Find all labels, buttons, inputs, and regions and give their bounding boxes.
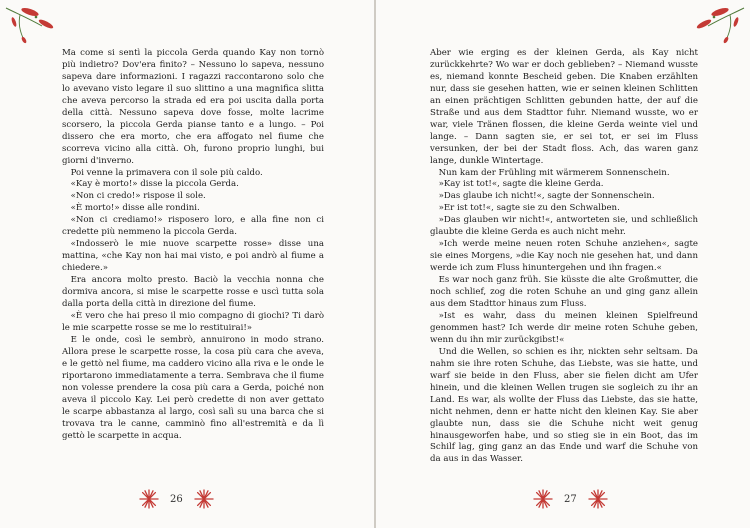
- asterisk-flower-icon: [138, 488, 160, 510]
- paragraph: Aber wie erging es der kleinen Gerda, als Kay nicht zurückkehrte? Wo war er doch geblieben? – Niemand wusste es, niemand konnte Bescheid geben. Die Knaben erzählten nur, dass sie gesehen hatten, wie er seinen kleinen Schlitten an einen prächtigen Schlitten gebunden hatte, der auf die Straße und aus dem Stadttor fuhr. Niemand wusste, wo er war, viele Tränen flossen, die kleine Gerda weinte viel und lange. – Dann sagten sie, er sei tot, er sei im Fluss versunken, der bei der Stadt floss. Ach, das waren ganz lange, dunkle Wintertage.: [430, 48, 698, 166]
- page-number: 27: [564, 493, 577, 505]
- page-number: 26: [170, 493, 183, 505]
- paragraph: Nun kam der Frühling mit wärmerem Sonnenschein.: [438, 167, 670, 178]
- page-footer: [138, 488, 215, 510]
- paragraph: «È morto!» disse alle rondini.: [70, 203, 200, 214]
- paragraph: »Das glaube ich nicht!«, sagte der Sonnenschein.: [438, 191, 655, 202]
- paragraph: »Das glauben wir nicht!«, antworteten sie, und schließlich glaubte die kleine Gerda es auch nicht mehr.: [430, 215, 698, 238]
- paragraph: »Er ist tot!«, sagte sie zu den Schwalben.: [438, 203, 620, 214]
- paragraph: »Ich werde meine neuen roten Schuhe anziehen«, sagte sie eines Morgens, »die Kay noch nie gesehen hat, und dann werde ich zum Fluss hinuntergehen und ihn fragen.«: [430, 239, 698, 274]
- paragraph: Ma come si sentì la piccola Gerda quando Kay non tornò più indietro? Dov'era finito? – Nessuno lo sapeva, nessuno sapeva dare informazioni. I ragazzi raccontarono solo che lo avevano visto legare il suo slittino a una magnifica slitta che aveva percorso la strada ed era poi uscita dalla porta della città. Nessuno sapeva dove fosse, molte lacrime scorsero, la piccola Gerda pianse tanto e a lungo. – Poi dissero che era morto, che era affogato nel fiume che scorreva vicino alla città. Oh, furono proprio lunghi, bui giorni d'inverno.: [62, 48, 324, 166]
- left-page: [0, 0, 374, 528]
- paragraph: Und die Wellen, so schien es ihr, nickten sehr seltsam. Da nahm sie ihre roten Schuhe, das Liebste, was sie hatte, und warf sie beide in den Fluss, aber sie fielen dicht am Ufer hinein, und die kleinen Wellen trugen sie sogleich zu ihr an Land. Es war, als wollte der Fluss das Liebste, das sie hatte, nicht nehmen, denn er hatte nicht den kleinen Kay. Sie aber glaubte nun, dass sie die Schuhe nicht weit genug hinausgeworfen habe, und so stieg sie in ein Boot, das im Schilf lag, ging ganz an das Ende und warf die Schuhe von da aus in das Wasser.: [430, 346, 698, 465]
- paragraph: Poi venne la primavera con il sole più caldo.: [70, 167, 263, 178]
- paragraph: E le onde, così le sembrò, annuirono in modo strano. Allora prese le scarpette rosse, la cosa più cara che aveva, e le gettò nel fiume, ma caddero vicino alla riva e le onde le riportarono immediatamente a terra. Sembrava che il fiume non volesse prendere la cosa più cara a Gerda, poiché non aveva il piccolo Kay. Lei però credette di non aver gettato le scarpe abbastanza al largo, così salì su una barca che si trovava tra le canne, camminò fino all'estremità e da lì gettò le scarpette in acqua.: [62, 334, 324, 441]
- paragraph: «Indosserò le mie nuove scarpette rosse» disse una mattina, «che Kay non hai mai visto, e poi andrò al fiume a chiedere.»: [62, 239, 324, 274]
- paragraph: »Kay ist tot!«, sagte die kleine Gerda.: [438, 179, 604, 190]
- paragraph: «Non ci crediamo!» risposero loro, e alla fine non ci credette più nemmeno la piccola Gerda.: [62, 215, 324, 238]
- flower-sprig-icon: [2, 4, 60, 44]
- paragraph: «È vero che hai preso il mio compagno di giochi? Ti darò le mie scarpette rosse se me lo restituirai!»: [62, 310, 324, 333]
- right-page-body: [430, 48, 698, 466]
- asterisk-flower-icon: [532, 488, 554, 510]
- left-page-body: [62, 48, 324, 442]
- paragraph: «Kay è morto!» disse la piccola Gerda.: [70, 179, 239, 190]
- right-page: [376, 0, 750, 528]
- flower-sprig-icon: [690, 4, 748, 44]
- paragraph: Es war noch ganz früh. Sie küsste die alte Großmutter, die noch schlief, zog die roten Schuhe an und ging ganz allein aus dem Stadttor hinaus zum Fluss.: [430, 275, 698, 310]
- paragraph: Era ancora molto presto. Baciò la vecchia nonna che dormiva ancora, si mise le scarpette rosse e uscì tutta sola dalla porta della città in direzione del fiume.: [62, 275, 324, 310]
- asterisk-flower-icon: [193, 488, 215, 510]
- asterisk-flower-icon: [587, 488, 609, 510]
- paragraph: «Non ci credo!» rispose il sole.: [70, 191, 206, 202]
- paragraph: »Ist es wahr, dass du meinen kleinen Spielfreund genommen hast? Ich werde dir meine roten Schuhe geben, wenn du ihn mir zurückgibst!«: [430, 310, 698, 345]
- page-footer: [532, 488, 609, 510]
